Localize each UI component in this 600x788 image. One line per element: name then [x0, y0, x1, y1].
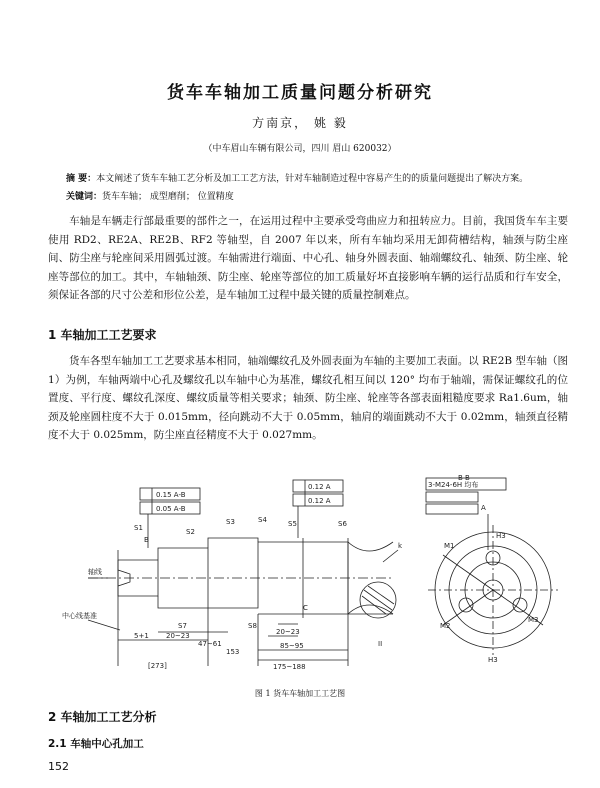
- label-s7: S7: [178, 622, 187, 630]
- label-a: A: [481, 504, 486, 512]
- keywords-label: 关键词：: [66, 192, 103, 202]
- label-m2: M2: [440, 622, 451, 630]
- paper-title: 货车车轴加工质量问题分析研究: [167, 83, 433, 103]
- abstract-label: 摘 要：: [66, 174, 97, 184]
- dim-175-188: 175~188: [273, 663, 306, 671]
- label-ii: II: [378, 640, 383, 648]
- label-s6: S6: [338, 520, 347, 528]
- figure-caption: 图 1 货车车轴加工工艺图: [254, 689, 346, 698]
- authors: 方南京， 姚 毅: [252, 116, 348, 130]
- abstract-text: 本文阐述了货车车轴工艺分析及加工工艺方法，针对车轴制造过程中容易产生的的质量问题提出了解决方案。: [96, 174, 529, 184]
- tolerance-2: 0.05 A-B: [156, 505, 186, 513]
- label-h3-top: H3: [496, 532, 506, 540]
- section1-heading: 1 车轴加工工艺要求: [48, 328, 157, 342]
- label-c: C: [303, 604, 308, 612]
- label-m1: M1: [444, 542, 455, 550]
- label-h3-bottom: H3: [488, 656, 498, 664]
- intro-paragraph: [48, 212, 568, 305]
- label-b: B: [144, 536, 149, 544]
- abstract-line: [66, 170, 556, 188]
- thread-spec: 3-M24-6H 均布: [428, 481, 479, 489]
- label-s8: S8: [248, 622, 257, 630]
- axle-drawing: [48, 450, 568, 675]
- label-m3: M3: [528, 616, 539, 624]
- label-s3: S3: [226, 518, 235, 526]
- dim-153: 153: [226, 648, 240, 656]
- axle-drawing-figure: [48, 450, 568, 675]
- tolerance-1: 0.15 A-B: [156, 491, 186, 499]
- dim-20-23-a: 20~23: [276, 628, 300, 636]
- dim-273: [273]: [148, 662, 167, 670]
- affiliation: （中车眉山车辆有限公司，四川 眉山 620032）: [203, 144, 397, 154]
- dim-20-23-b: 20~23: [166, 632, 190, 640]
- label-bb: B B: [458, 474, 470, 482]
- dim-5-1: 5+1: [134, 632, 149, 640]
- intro-text: 车轴是车辆走行部最重要的部件之一，在运用过程中主要承受弯曲应力和扭转应力。目前，我国货车车主要使用 RD2、RE2A、RE2B、RF2 等轴型，自 2007 年以来，所有车轴均采用无卸荷槽结构，轴颈与防尘座间、防尘座与轮座间采用圆弧过渡。车轴需进行端面、中心孔、轴身外圆表面、轴端螺纹孔、轴颈、防尘座、轮座等部位的加工。其中，车轴轴颈、防尘座、轮座等部位的加工质量好坏直接影响车辆的运行品质和行车安全，须保证各部的尺寸公差和形位公差，是车轴加工过程中最关键的质量控制难点。: [48, 215, 568, 301]
- section1-paragraph: [48, 352, 568, 445]
- axis-label: 轴线: [88, 568, 102, 576]
- keywords-line: [66, 188, 556, 206]
- dim-47-61: 47~61: [198, 640, 222, 648]
- section2-1-heading: 2.1 车轴中心孔加工: [48, 738, 144, 750]
- label-s2: S2: [186, 528, 195, 536]
- page-number: 152: [48, 760, 69, 773]
- label-s1: S1: [134, 524, 143, 532]
- tolerance-3: 0.12 A: [308, 483, 331, 491]
- label-s5: S5: [288, 520, 297, 528]
- tolerance-4: 0.12 A: [308, 497, 331, 505]
- abstract: [66, 170, 556, 206]
- section1-text: 货车各型车轴加工工艺要求基本相同，轴端螺纹孔及外圆表面为车轴的主要加工表面。以 RE2B 型车轴（图 1）为例，车轴两端中心孔及螺纹孔以车轴中心为基准，螺纹孔相互间以 120° 均布于轴端，需保证螺纹孔的位置度、平行度、螺纹孔深度、螺纹质量等相关要求；轴颈、防尘座、轮座等各部表面粗糙度要求 Ra1.6um，轴颈及轮座圆柱度不大于 0.015mm，径向跳动不大于 0.05mm，轴肩的端面跳动不大于 0.02mm，轴颈直径精度不大于 0.025mm，防尘座直径精度不大于 0.027mm。: [48, 355, 568, 441]
- keywords: 货车车轴； 成型磨削； 位置精度: [102, 192, 234, 202]
- section2-heading: 2 车轴加工工艺分析: [48, 710, 157, 724]
- note-label: 中心线基准: [62, 612, 97, 620]
- dim-85-95: 85~95: [280, 642, 304, 650]
- label-s4: S4: [258, 516, 267, 524]
- label-k: k: [398, 542, 403, 550]
